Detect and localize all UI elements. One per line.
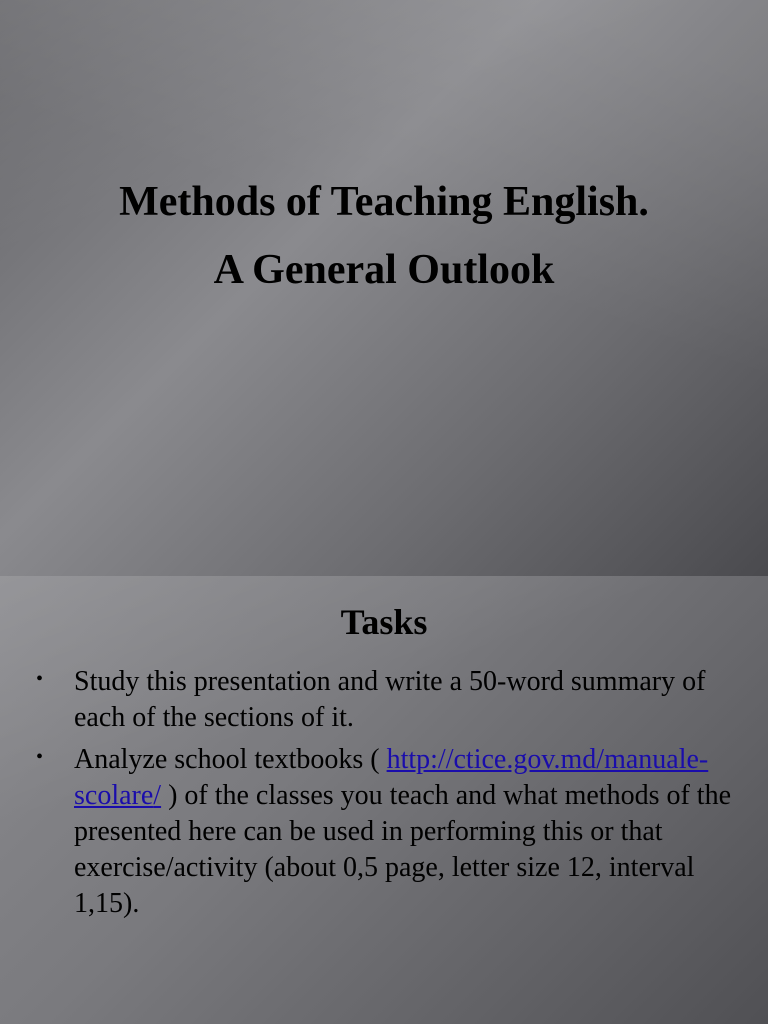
tasks-list (36, 664, 736, 928)
bullet-icon: • (36, 668, 44, 690)
tasks-heading: Tasks (340, 602, 428, 642)
slide-tasks (0, 576, 768, 1024)
task-text-1: Study this presentation and write a 50-word summary of each of the sections of it. (74, 666, 706, 733)
list-item (36, 742, 736, 922)
task-text-2-after: ) of the classes you teach and what methods of the presented here can be used in performing this or that exercise/activity (about 0,5 page, letter size 12, interval 1,15). (74, 780, 732, 919)
textbooks-link[interactable]: http://ctice.gov.md/manuale-scolare (74, 744, 709, 811)
bullet-icon: • (36, 746, 44, 768)
title-line-1: Methods of Teaching English. (119, 179, 649, 225)
list-item (36, 664, 736, 736)
textbooks-link-suffix[interactable]: / (153, 780, 162, 811)
title-line-2: A General Outlook (213, 247, 555, 293)
task-text-2-before: Analyze school textbooks ( (74, 744, 387, 775)
slide-title-text (0, 168, 768, 304)
